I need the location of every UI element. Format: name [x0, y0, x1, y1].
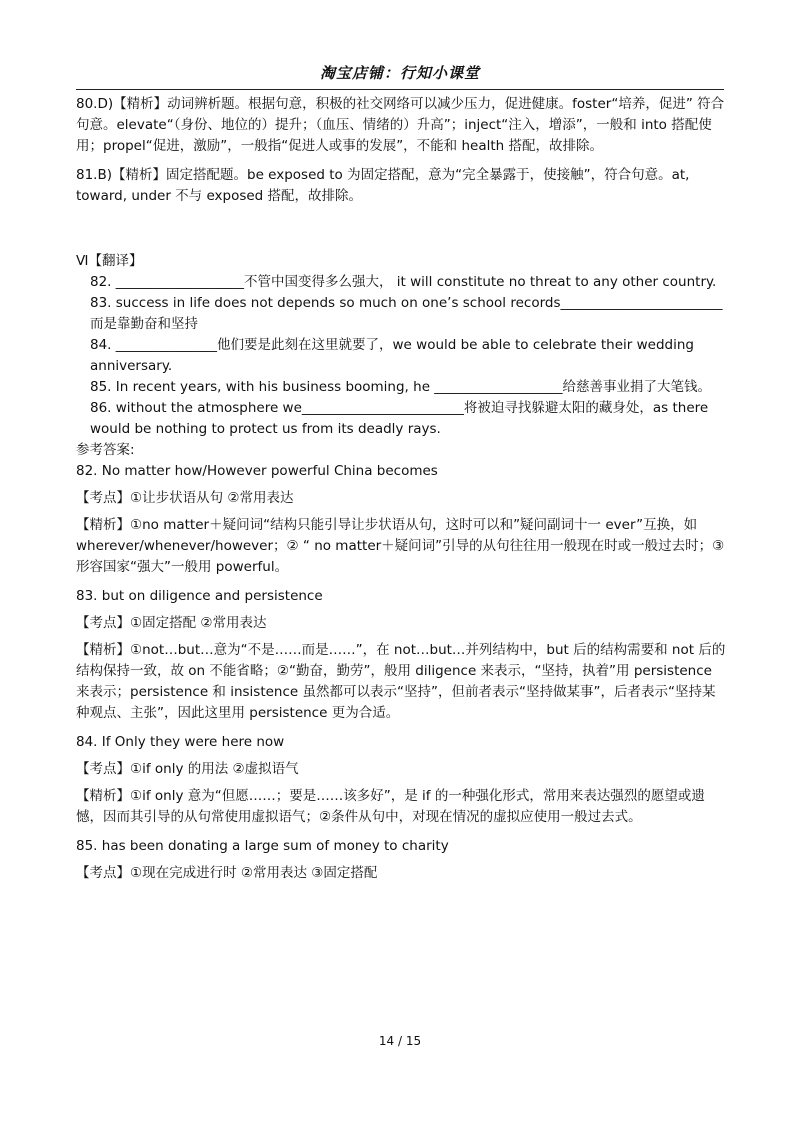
page-number: 14 / 15: [378, 1034, 422, 1048]
question-86: 86. without the atmosphere we________________________将被迫寻找躲避太阳的藏身处，as there would be nothing to protect us from its deadly rays.: [90, 400, 709, 437]
answer-83: 83. but on diligence and persistence: [76, 588, 323, 604]
keypoint-82: 【考点】①让步状语从句 ②常用表达: [76, 490, 294, 506]
answers-label: 参考答案:: [76, 442, 135, 458]
analysis-82: 【精析】①no matter＋疑问词“结构只能引导让步状语从句，这时可以和”疑问副词十一 ever”互换，如 wherever/whenever/however；② “ no matter＋疑问词”引导的从句往往用一般现在时或一般过去时；③形容国家“强大”一般用 powerful。: [76, 517, 725, 575]
question-82: 82. ___________________不管中国变得多么强大， it will constitute no threat to any other country.: [90, 274, 717, 290]
answer-85: 85. has been donating a large sum of money to charity: [76, 838, 449, 854]
question-83: 83. success in life does not depends so much on one’s school records________________________而是靠勤奋和坚持: [90, 295, 723, 332]
answer-82: 82. No matter how/However powerful China becomes: [76, 463, 438, 479]
explanation-80: 80.D)【精析】动词辨析题。根据句意，积极的社交网络可以减少压力，促进健康。foster“培养，促进” 符合句意。elevate“（身份、地位的）提升；（血压、情绪的）升高”；inject“注入，增添”，一般和 into 搭配使用；propel“促进，激励”，一般指“促进人或事的发展”，不能和 health 搭配，故排除。: [76, 96, 725, 154]
page-header: 淘宝店铺：行知小课堂: [319, 64, 480, 82]
answer-84: 84. If Only they were here now: [76, 734, 285, 750]
analysis-83: 【精析】①not…but…意为“不是……而是……”，在 not…but…并列结构中，but 后的结构需要和 not 后的结构保持一致，故 on 不能省略；②“勤奋，勤劳”，般用 diligence 来表示，“坚持，执着”用 persistence 来表示；persistence 和 insistence 虽然都可以表示“坚持”，但前者表示“坚持做某事”，后者表示“坚持某种观点、主张”，因此这里用 persistence 更为合适。: [76, 642, 726, 721]
keypoint-84: 【考点】①if only 的用法 ②虚拟语气: [76, 761, 299, 777]
question-85: 85. In recent years, with his business booming, he ___________________给慈善事业捐了大笔钱。: [90, 379, 712, 395]
keypoint-83: 【考点】①固定搭配 ②常用表达: [76, 615, 267, 631]
analysis-84: 【精析】①if only 意为“但愿……；要是……该多好”，是 if 的一种强化形式，常用来表达强烈的愿望或遗憾，因而其引导的从句常使用虚拟语气；②条件从句中，对现在情况的虚拟应使用一般过去式。: [76, 788, 705, 825]
header-divider: [76, 89, 724, 90]
explanation-81: 81.B)【精析】固定搭配题。be exposed to 为固定搭配，意为“完全暴露于，使接触”，符合句意。at, toward, under 不与 exposed 搭配，故排除。: [76, 167, 690, 204]
keypoint-85: 【考点】①现在完成进行时 ②常用表达 ③固定搭配: [76, 865, 378, 881]
section-title: Ⅵ【翻译】: [76, 253, 143, 269]
question-84: 84. _______________他们要是此刻在这里就要了，we would be able to celebrate their wedding anniversary.: [90, 337, 694, 374]
page-content: [76, 94, 726, 884]
